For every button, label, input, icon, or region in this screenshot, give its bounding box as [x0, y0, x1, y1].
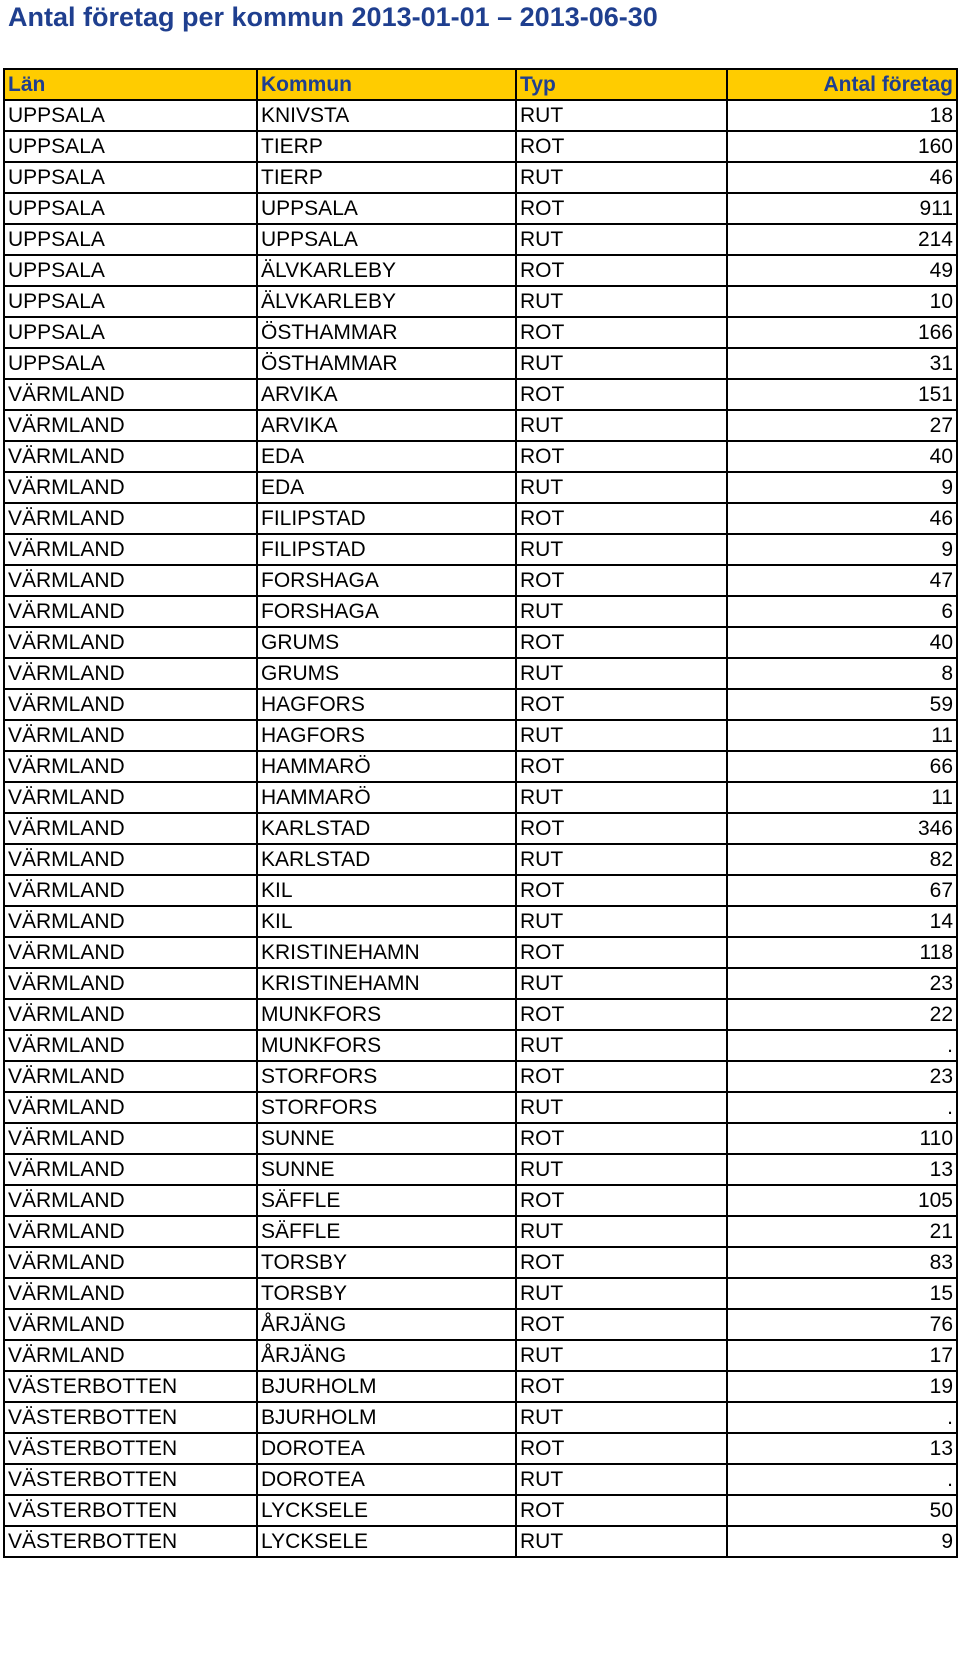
- cell-lan: VÄSTERBOTTEN: [4, 1526, 257, 1557]
- cell-kommun: GRUMS: [257, 658, 516, 689]
- cell-lan: VÄRMLAND: [4, 1309, 257, 1340]
- cell-antal-foretag: 118: [727, 937, 957, 968]
- cell-kommun: MUNKFORS: [257, 999, 516, 1030]
- cell-antal-foretag: 110: [727, 1123, 957, 1154]
- table-row: [4, 658, 957, 689]
- table-row: [4, 813, 957, 844]
- table-row: [4, 1030, 957, 1061]
- table-row: [4, 1123, 957, 1154]
- cell-typ: ROT: [516, 689, 727, 720]
- cell-lan: VÄSTERBOTTEN: [4, 1433, 257, 1464]
- cell-lan: VÄRMLAND: [4, 906, 257, 937]
- cell-typ: RUT: [516, 844, 727, 875]
- cell-typ: RUT: [516, 410, 727, 441]
- cell-typ: ROT: [516, 1123, 727, 1154]
- cell-lan: VÄRMLAND: [4, 627, 257, 658]
- cell-lan: UPPSALA: [4, 255, 257, 286]
- table-row: [4, 906, 957, 937]
- table-row: [4, 596, 957, 627]
- cell-kommun: KNIVSTA: [257, 100, 516, 131]
- cell-antal-foretag: 17: [727, 1340, 957, 1371]
- cell-typ: ROT: [516, 937, 727, 968]
- table-header: [4, 69, 957, 100]
- cell-lan: UPPSALA: [4, 286, 257, 317]
- cell-kommun: TORSBY: [257, 1247, 516, 1278]
- cell-antal-foretag: 11: [727, 782, 957, 813]
- table-row: [4, 348, 957, 379]
- cell-typ: ROT: [516, 875, 727, 906]
- cell-typ: RUT: [516, 968, 727, 999]
- cell-antal-foretag: 11: [727, 720, 957, 751]
- cell-lan: VÄRMLAND: [4, 751, 257, 782]
- cell-kommun: ÅRJÄNG: [257, 1309, 516, 1340]
- cell-kommun: ARVIKA: [257, 379, 516, 410]
- cell-lan: VÄRMLAND: [4, 534, 257, 565]
- cell-antal-foretag: 50: [727, 1495, 957, 1526]
- cell-kommun: ÄLVKARLEBY: [257, 255, 516, 286]
- cell-kommun: UPPSALA: [257, 224, 516, 255]
- cell-kommun: SUNNE: [257, 1154, 516, 1185]
- cell-kommun: FORSHAGA: [257, 565, 516, 596]
- companies-table: [3, 68, 958, 1558]
- cell-typ: ROT: [516, 627, 727, 658]
- table-row: [4, 937, 957, 968]
- cell-kommun: ÖSTHAMMAR: [257, 317, 516, 348]
- cell-typ: RUT: [516, 596, 727, 627]
- table-row: [4, 1464, 957, 1495]
- cell-kommun: STORFORS: [257, 1061, 516, 1092]
- cell-typ: RUT: [516, 1340, 727, 1371]
- cell-kommun: ÄLVKARLEBY: [257, 286, 516, 317]
- table-row: [4, 131, 957, 162]
- cell-kommun: ÖSTHAMMAR: [257, 348, 516, 379]
- cell-lan: VÄRMLAND: [4, 844, 257, 875]
- column-header-antal-foretag: Antal företag: [727, 69, 957, 100]
- table-row: [4, 565, 957, 596]
- cell-lan: VÄRMLAND: [4, 968, 257, 999]
- cell-kommun: FILIPSTAD: [257, 503, 516, 534]
- cell-typ: ROT: [516, 503, 727, 534]
- cell-typ: ROT: [516, 1247, 727, 1278]
- table-row: [4, 751, 957, 782]
- table-body: [4, 100, 957, 1557]
- table-row: [4, 1216, 957, 1247]
- cell-lan: VÄRMLAND: [4, 1216, 257, 1247]
- cell-antal-foretag: 160: [727, 131, 957, 162]
- cell-lan: VÄRMLAND: [4, 1123, 257, 1154]
- header-row: [4, 69, 957, 100]
- cell-typ: RUT: [516, 224, 727, 255]
- cell-typ: RUT: [516, 782, 727, 813]
- cell-kommun: EDA: [257, 441, 516, 472]
- cell-kommun: KARLSTAD: [257, 844, 516, 875]
- cell-lan: VÄRMLAND: [4, 1340, 257, 1371]
- table-row: [4, 720, 957, 751]
- cell-antal-foretag: 15: [727, 1278, 957, 1309]
- cell-typ: ROT: [516, 1433, 727, 1464]
- cell-kommun: LYCKSELE: [257, 1526, 516, 1557]
- cell-lan: VÄRMLAND: [4, 410, 257, 441]
- cell-kommun: UPPSALA: [257, 193, 516, 224]
- cell-antal-foretag: 10: [727, 286, 957, 317]
- cell-antal-foretag: 9: [727, 1526, 957, 1557]
- cell-lan: UPPSALA: [4, 348, 257, 379]
- cell-kommun: HAGFORS: [257, 720, 516, 751]
- cell-typ: RUT: [516, 1216, 727, 1247]
- cell-antal-foretag: .: [727, 1092, 957, 1123]
- cell-typ: RUT: [516, 720, 727, 751]
- cell-typ: ROT: [516, 751, 727, 782]
- cell-lan: VÄRMLAND: [4, 658, 257, 689]
- table-row: [4, 1185, 957, 1216]
- cell-typ: RUT: [516, 348, 727, 379]
- cell-antal-foretag: 76: [727, 1309, 957, 1340]
- cell-antal-foretag: 82: [727, 844, 957, 875]
- cell-kommun: BJURHOLM: [257, 1371, 516, 1402]
- table-row: [4, 1309, 957, 1340]
- cell-antal-foretag: 23: [727, 1061, 957, 1092]
- cell-antal-foretag: 14: [727, 906, 957, 937]
- cell-kommun: HAMMARÖ: [257, 751, 516, 782]
- cell-antal-foretag: .: [727, 1030, 957, 1061]
- cell-lan: VÄRMLAND: [4, 472, 257, 503]
- column-header-typ: Typ: [516, 69, 727, 100]
- cell-antal-foretag: 346: [727, 813, 957, 844]
- cell-antal-foretag: 8: [727, 658, 957, 689]
- table-row: [4, 1340, 957, 1371]
- table-row: [4, 472, 957, 503]
- cell-typ: ROT: [516, 1371, 727, 1402]
- cell-kommun: STORFORS: [257, 1092, 516, 1123]
- cell-kommun: KRISTINEHAMN: [257, 937, 516, 968]
- table-row: [4, 627, 957, 658]
- cell-typ: ROT: [516, 565, 727, 596]
- cell-typ: ROT: [516, 1495, 727, 1526]
- cell-kommun: LYCKSELE: [257, 1495, 516, 1526]
- cell-lan: VÄRMLAND: [4, 875, 257, 906]
- table-row: [4, 782, 957, 813]
- cell-antal-foretag: 105: [727, 1185, 957, 1216]
- cell-kommun: KIL: [257, 875, 516, 906]
- cell-kommun: TIERP: [257, 162, 516, 193]
- cell-antal-foretag: 9: [727, 534, 957, 565]
- cell-lan: VÄSTERBOTTEN: [4, 1371, 257, 1402]
- table-row: [4, 689, 957, 720]
- cell-antal-foretag: 13: [727, 1154, 957, 1185]
- cell-antal-foretag: 67: [727, 875, 957, 906]
- cell-lan: UPPSALA: [4, 131, 257, 162]
- cell-antal-foretag: 214: [727, 224, 957, 255]
- cell-antal-foretag: 151: [727, 379, 957, 410]
- table-row: [4, 162, 957, 193]
- cell-antal-foretag: 66: [727, 751, 957, 782]
- cell-kommun: GRUMS: [257, 627, 516, 658]
- cell-kommun: TORSBY: [257, 1278, 516, 1309]
- table-row: [4, 286, 957, 317]
- cell-antal-foretag: 166: [727, 317, 957, 348]
- cell-antal-foretag: 19: [727, 1371, 957, 1402]
- cell-kommun: KRISTINEHAMN: [257, 968, 516, 999]
- table-row: [4, 317, 957, 348]
- cell-typ: RUT: [516, 1154, 727, 1185]
- table-row: [4, 968, 957, 999]
- cell-antal-foretag: 31: [727, 348, 957, 379]
- cell-lan: VÄRMLAND: [4, 1185, 257, 1216]
- cell-typ: ROT: [516, 131, 727, 162]
- table-row: [4, 1247, 957, 1278]
- cell-lan: VÄRMLAND: [4, 999, 257, 1030]
- cell-kommun: MUNKFORS: [257, 1030, 516, 1061]
- cell-kommun: DOROTEA: [257, 1464, 516, 1495]
- cell-antal-foretag: 46: [727, 162, 957, 193]
- table-row: [4, 1061, 957, 1092]
- column-header-kommun: Kommun: [257, 69, 516, 100]
- cell-typ: ROT: [516, 317, 727, 348]
- cell-kommun: HAMMARÖ: [257, 782, 516, 813]
- cell-typ: RUT: [516, 658, 727, 689]
- cell-antal-foretag: .: [727, 1464, 957, 1495]
- cell-lan: VÄRMLAND: [4, 379, 257, 410]
- cell-antal-foretag: 40: [727, 441, 957, 472]
- cell-typ: ROT: [516, 441, 727, 472]
- cell-antal-foretag: 59: [727, 689, 957, 720]
- column-header-lan: Län: [4, 69, 257, 100]
- table-row: [4, 441, 957, 472]
- cell-kommun: SÄFFLE: [257, 1216, 516, 1247]
- cell-typ: RUT: [516, 534, 727, 565]
- cell-antal-foretag: 6: [727, 596, 957, 627]
- page-title: Antal företag per kommun 2013-01-01 – 2013-06-30: [8, 2, 658, 32]
- cell-lan: VÄRMLAND: [4, 1092, 257, 1123]
- cell-lan: VÄRMLAND: [4, 1154, 257, 1185]
- cell-antal-foretag: .: [727, 1402, 957, 1433]
- table-row: [4, 999, 957, 1030]
- cell-typ: ROT: [516, 193, 727, 224]
- table-row: [4, 1154, 957, 1185]
- cell-kommun: ÅRJÄNG: [257, 1340, 516, 1371]
- cell-antal-foretag: 47: [727, 565, 957, 596]
- table-row: [4, 1402, 957, 1433]
- cell-typ: RUT: [516, 1092, 727, 1123]
- cell-kommun: TIERP: [257, 131, 516, 162]
- table-row: [4, 193, 957, 224]
- cell-antal-foretag: 9: [727, 472, 957, 503]
- cell-typ: RUT: [516, 472, 727, 503]
- cell-kommun: FORSHAGA: [257, 596, 516, 627]
- table-row: [4, 1433, 957, 1464]
- cell-typ: RUT: [516, 906, 727, 937]
- cell-lan: UPPSALA: [4, 224, 257, 255]
- cell-typ: RUT: [516, 1464, 727, 1495]
- cell-lan: VÄRMLAND: [4, 813, 257, 844]
- table-row: [4, 1371, 957, 1402]
- cell-antal-foretag: 27: [727, 410, 957, 441]
- cell-typ: RUT: [516, 1526, 727, 1557]
- cell-typ: ROT: [516, 813, 727, 844]
- cell-lan: VÄSTERBOTTEN: [4, 1464, 257, 1495]
- cell-typ: ROT: [516, 379, 727, 410]
- table-row: [4, 1278, 957, 1309]
- cell-kommun: SUNNE: [257, 1123, 516, 1154]
- table-row: [4, 1526, 957, 1557]
- table-row: [4, 844, 957, 875]
- cell-kommun: KARLSTAD: [257, 813, 516, 844]
- table-row: [4, 1495, 957, 1526]
- cell-lan: VÄRMLAND: [4, 782, 257, 813]
- table-row: [4, 410, 957, 441]
- cell-lan: VÄRMLAND: [4, 1030, 257, 1061]
- cell-kommun: BJURHOLM: [257, 1402, 516, 1433]
- cell-lan: VÄRMLAND: [4, 503, 257, 534]
- cell-typ: ROT: [516, 255, 727, 286]
- cell-antal-foretag: 911: [727, 193, 957, 224]
- cell-antal-foretag: 13: [727, 1433, 957, 1464]
- cell-lan: VÄRMLAND: [4, 720, 257, 751]
- cell-typ: ROT: [516, 1061, 727, 1092]
- table-row: [4, 534, 957, 565]
- table-row: [4, 1092, 957, 1123]
- cell-kommun: FILIPSTAD: [257, 534, 516, 565]
- cell-antal-foretag: 46: [727, 503, 957, 534]
- cell-lan: VÄRMLAND: [4, 565, 257, 596]
- cell-antal-foretag: 22: [727, 999, 957, 1030]
- cell-lan: VÄRMLAND: [4, 689, 257, 720]
- cell-lan: VÄRMLAND: [4, 441, 257, 472]
- cell-kommun: HAGFORS: [257, 689, 516, 720]
- table-row: [4, 379, 957, 410]
- cell-antal-foretag: 49: [727, 255, 957, 286]
- cell-lan: VÄRMLAND: [4, 937, 257, 968]
- cell-kommun: KIL: [257, 906, 516, 937]
- table-row: [4, 503, 957, 534]
- cell-kommun: EDA: [257, 472, 516, 503]
- table-row: [4, 100, 957, 131]
- cell-typ: RUT: [516, 1402, 727, 1433]
- cell-antal-foretag: 40: [727, 627, 957, 658]
- cell-lan: VÄSTERBOTTEN: [4, 1402, 257, 1433]
- cell-typ: RUT: [516, 1030, 727, 1061]
- cell-antal-foretag: 23: [727, 968, 957, 999]
- cell-antal-foretag: 21: [727, 1216, 957, 1247]
- cell-lan: VÄRMLAND: [4, 1247, 257, 1278]
- cell-lan: UPPSALA: [4, 100, 257, 131]
- cell-kommun: DOROTEA: [257, 1433, 516, 1464]
- cell-typ: RUT: [516, 286, 727, 317]
- cell-typ: ROT: [516, 1185, 727, 1216]
- cell-typ: RUT: [516, 1278, 727, 1309]
- cell-lan: UPPSALA: [4, 193, 257, 224]
- cell-lan: UPPSALA: [4, 162, 257, 193]
- cell-lan: VÄRMLAND: [4, 1278, 257, 1309]
- cell-lan: VÄRMLAND: [4, 1061, 257, 1092]
- table-row: [4, 224, 957, 255]
- table-row: [4, 255, 957, 286]
- cell-typ: ROT: [516, 1309, 727, 1340]
- cell-lan: VÄSTERBOTTEN: [4, 1495, 257, 1526]
- cell-kommun: SÄFFLE: [257, 1185, 516, 1216]
- cell-antal-foretag: 83: [727, 1247, 957, 1278]
- cell-typ: ROT: [516, 999, 727, 1030]
- cell-lan: UPPSALA: [4, 317, 257, 348]
- cell-antal-foretag: 18: [727, 100, 957, 131]
- cell-lan: VÄRMLAND: [4, 596, 257, 627]
- cell-typ: RUT: [516, 100, 727, 131]
- cell-kommun: ARVIKA: [257, 410, 516, 441]
- cell-typ: RUT: [516, 162, 727, 193]
- table-row: [4, 875, 957, 906]
